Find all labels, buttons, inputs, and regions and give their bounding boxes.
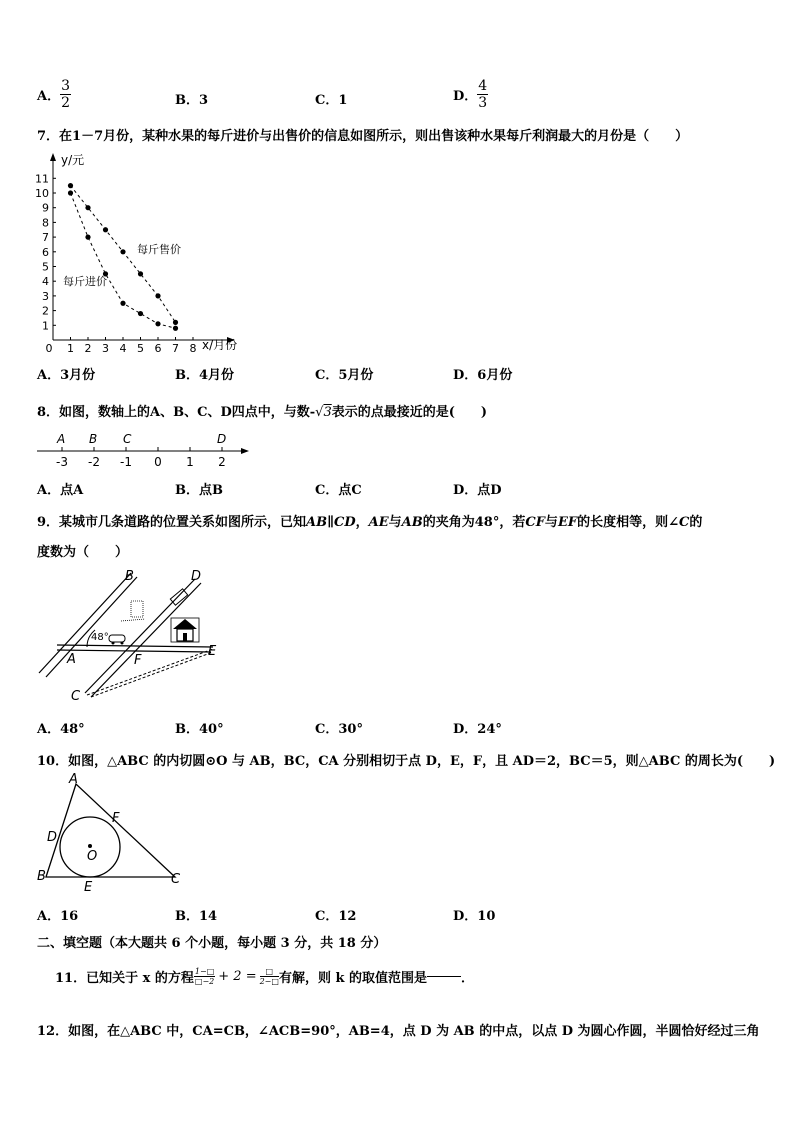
q8-number-line <box>35 428 255 473</box>
q9-text-line1 <box>37 511 757 530</box>
number-line-label: -2 <box>88 455 100 469</box>
fig10-label-c: C <box>171 872 181 887</box>
q7-option-d: D．6月份 <box>453 368 513 383</box>
q6-option-d <box>453 78 488 111</box>
chart-points <box>68 183 178 331</box>
fig-label-d: D <box>191 569 202 584</box>
q9-option-d: D．24° <box>453 722 502 737</box>
frac-den: □−2 <box>194 977 215 986</box>
number-line-label: 0 <box>154 455 162 469</box>
frac-den: 2 <box>61 95 71 111</box>
number-line-ticks <box>56 447 226 469</box>
q11-fraction-2 <box>260 967 279 986</box>
q11-text <box>55 967 775 986</box>
q9-text-line2: 度数为（ ） <box>37 545 129 560</box>
house-icon <box>171 618 199 642</box>
q9-cd: CD <box>334 515 356 530</box>
sell-price-point <box>138 271 143 276</box>
number-line-label: -1 <box>120 455 132 469</box>
q8-sqrt-radicand: 3 <box>323 405 332 420</box>
q7-chart <box>30 150 260 355</box>
buy-price-point <box>155 321 160 326</box>
fraction-4-3 <box>477 78 488 111</box>
sqrt-symbol: √ <box>315 405 324 420</box>
q8-option-d: D．点D <box>453 483 502 498</box>
q8-option-a: A．点A <box>37 483 84 498</box>
y-tick-label: 1 <box>42 319 49 333</box>
q8-text <box>37 401 757 420</box>
answer-blank[interactable] <box>427 976 461 977</box>
frac-num: □ <box>260 967 279 977</box>
q10-option-c: C．12 <box>315 909 357 924</box>
number-line-label: 2 <box>218 455 226 469</box>
q9-f: 的长度相等，则∠ <box>577 515 679 530</box>
y-tick-label: 5 <box>42 260 49 274</box>
buy-price-point <box>173 326 178 331</box>
y-axis-label: y/元 <box>61 153 85 167</box>
point-a: A <box>57 432 66 446</box>
y-tick-label: 8 <box>42 216 49 230</box>
q9-c: 与 <box>388 515 402 530</box>
q11-text-a: 11．已知关于 x 的方程 <box>55 971 194 986</box>
sell-price-point <box>68 183 73 188</box>
frac-den: 2−□ <box>259 977 279 986</box>
y-tick-label: 2 <box>42 304 49 318</box>
fig10-label-b: B <box>37 869 46 884</box>
fraction-3-2 <box>60 78 71 111</box>
buy-price-point <box>85 235 90 240</box>
q8-option-c: C．点C <box>315 483 362 498</box>
q7-option-b: B．4月份 <box>175 368 235 383</box>
q6-option-b: B．3 <box>175 93 209 108</box>
sell-price-point <box>173 320 178 325</box>
x-tick-label: 1 <box>67 342 74 355</box>
point-c: C <box>123 432 132 446</box>
q10-option-d: D．10 <box>453 909 496 924</box>
fig-label-b: B <box>125 569 134 584</box>
frac-num: 4 <box>478 78 488 94</box>
q11-plus-equals: + 2 = <box>218 969 257 984</box>
y-tick-label: 6 <box>42 245 49 259</box>
q9-option-a: A．48° <box>37 722 85 737</box>
sell-price-point <box>155 293 160 298</box>
buy-price-curve <box>71 193 176 328</box>
q9-ab: AB <box>306 515 328 530</box>
number-line-label: 1 <box>186 455 194 469</box>
q10-text: 10．如图，△ABC 的内切圆⊙O 与 AB，BC，CA 分别相切于点 D，E，F，且 AD＝2，BC＝5，则△ABC 的周长为( ) <box>37 754 776 769</box>
q9-e: 与 <box>544 515 558 530</box>
q8-minus: - <box>309 405 316 420</box>
q11-text-c: ． <box>461 971 475 986</box>
q9-cf: CF <box>525 515 545 530</box>
q7-text: 7．在1－7月份，某种水果的每斤进价与出售价的信息如图所示，则出售该种水果每斤利润最大的月份是（ ） <box>37 129 689 144</box>
fig10-label-f: F <box>112 811 120 826</box>
number-line-label: -3 <box>56 455 68 469</box>
q8-option-b: B．点B <box>175 483 223 498</box>
y-tick-label: 4 <box>42 275 49 289</box>
fig-angle-48: 48° <box>91 632 109 643</box>
point-d: D <box>217 432 227 446</box>
point-b: B <box>89 432 98 446</box>
x-tick-label: 7 <box>172 342 179 355</box>
q9-ef: EF <box>557 515 578 530</box>
q11-fraction-1 <box>194 967 215 986</box>
sell-price-point <box>120 249 125 254</box>
q6-option-a-label: A． <box>37 89 61 104</box>
x-tick-label: 0 <box>45 342 53 355</box>
q10-option-b: B．14 <box>175 909 218 924</box>
q8-text-a: 8．如图，数轴上的A、B、C、D四点中，与数 <box>37 405 310 420</box>
label-buy-price: 每斤进价 <box>63 275 107 288</box>
y-tick-label: 7 <box>42 231 49 245</box>
q10-figure <box>30 770 190 895</box>
sell-price-point <box>85 205 90 210</box>
q8-text-b: 表示的点最接近的是( ) <box>331 405 488 420</box>
q9-option-c: C．30° <box>315 722 363 737</box>
fig-label-a: A <box>67 652 76 667</box>
q9-parallel: ∥ <box>327 515 335 530</box>
q7-option-c: C．5月份 <box>315 368 374 383</box>
q9-d: 的夹角为48°，若 <box>422 515 526 530</box>
fig10-label-d: D <box>47 830 58 845</box>
q9-figure <box>35 563 235 708</box>
buy-price-point <box>68 190 73 195</box>
section-2-heading: 二、填空题（本大题共 6 个小题，每小题 3 分，共 18 分） <box>37 936 387 951</box>
fig10-label-e: E <box>84 880 93 895</box>
q6-option-a <box>37 78 71 111</box>
sell-price-point <box>103 227 108 232</box>
x-tick-label: 4 <box>119 342 127 355</box>
q10-option-a: A．16 <box>37 909 79 924</box>
label-sell-price: 每斤售价 <box>137 243 181 256</box>
q9-g: 的 <box>689 515 703 530</box>
building-icon <box>121 601 145 621</box>
q9-option-b: B．40° <box>175 722 224 737</box>
x-axis-label: x/月份 <box>202 338 238 352</box>
y-tick-label: 9 <box>42 201 49 215</box>
q9-ab2: AB <box>401 515 423 530</box>
x-tick-label: 6 <box>154 342 162 355</box>
buy-price-point <box>138 311 143 316</box>
fig10-label-a: A <box>69 772 78 787</box>
car-icon <box>109 635 125 645</box>
x-tick-label: 8 <box>189 342 197 355</box>
q7-option-a: A．3月份 <box>37 368 96 383</box>
q9-ae: AE <box>368 515 389 530</box>
x-tick-label: 5 <box>137 342 144 355</box>
q6-option-c: C．1 <box>315 93 348 108</box>
q9-b: ， <box>355 515 369 530</box>
truck-icon <box>170 589 187 605</box>
q9-a: 9．某城市几条道路的位置关系如图所示，已知 <box>37 515 307 530</box>
buy-price-point <box>120 301 125 306</box>
x-tick-label: 3 <box>102 342 109 355</box>
frac-den: 3 <box>478 95 488 111</box>
frac-num: 3 <box>61 78 71 94</box>
q6-option-d-label: D． <box>453 89 478 104</box>
fig-label-c: C <box>71 689 81 704</box>
q11-text-b: 有解，则 k 的取值范围是 <box>278 971 428 986</box>
frac-num: 1−□ <box>194 967 215 976</box>
q12-text: 12．如图，在△ABC 中，CA=CB，∠ACB=90°，AB=4，点 D 为 AB 的中点，以点 D 为圆心作圆，半圆恰好经过三角 <box>37 1024 760 1039</box>
q9-c2: C <box>678 515 690 530</box>
y-tick-label: 10 <box>35 187 49 200</box>
fig-label-f: F <box>134 653 142 668</box>
x-tick-label: 2 <box>84 342 92 355</box>
y-tick-label: 11 <box>35 172 49 186</box>
fig10-label-o: O <box>87 849 98 864</box>
fig-label-e: E <box>208 644 217 659</box>
y-tick-label: 3 <box>42 289 49 303</box>
